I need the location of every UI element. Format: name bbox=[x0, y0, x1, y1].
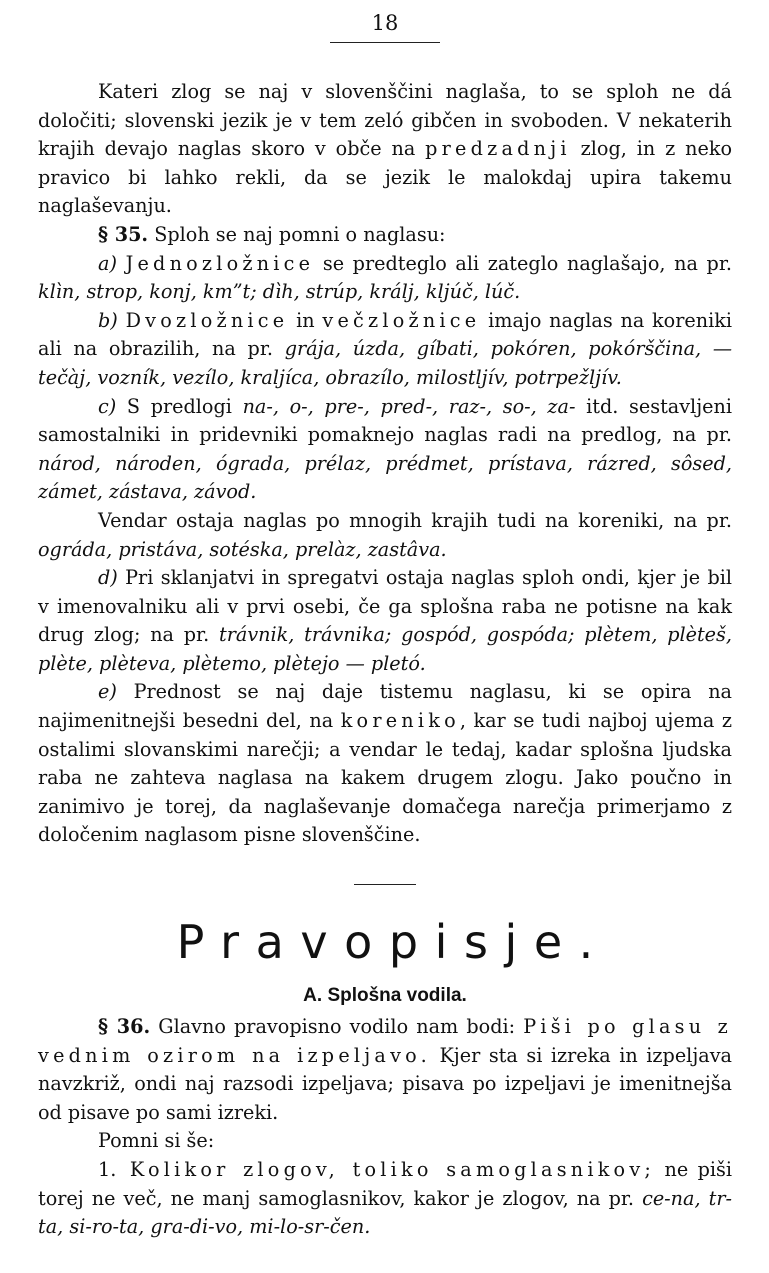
item-label: b) bbox=[98, 308, 118, 332]
text: Sploh se naj pomni o naglasu: bbox=[148, 222, 446, 246]
text: itd. sestavljeni samostalniki in pridevniki pomaknejo naglas radi na predlog, na pr. bbox=[38, 394, 732, 447]
text: , kar se tudi najboj ujema z ostalimi slovanskimi narečji; a vendar le tedaj, kadar splošna ljudska raba ne zahteva naglasa na kakem drugem zlogu. Jako poučno in zanimivo je torej, da naglaševanje domačega narečja primerjamo z določenim naglasom pisne slovenščine. bbox=[38, 709, 732, 847]
examples: grája, úzda, gíbati, pokóren, pokórščina, — tečàj, vozník, vezílo, kraljíca, obrazílo, milostljív, potrpežljív. bbox=[38, 337, 733, 389]
section-number: § 36. bbox=[98, 1015, 151, 1039]
spaced-term: večzložnice bbox=[322, 308, 481, 332]
item-label: e) bbox=[98, 680, 117, 704]
text: Pri sklanjatvi in spregatvi ostaja naglas sploh ondi, kjer je bil v imenovalniku ali v prvi osebi, če ga splošna raba ne potisne na kak drug zlog; na pr. bbox=[38, 566, 732, 647]
text: Kateri zlog se naj v slovenščini naglaša, to se sploh ne dá določiti; slovenski jezik je v tem zeló gibčen in svoboden. V nekaterih krajih devajo naglas skoro v obče na bbox=[38, 80, 732, 161]
rule-b bbox=[38, 307, 732, 393]
subheading: A. Splošna vodila. bbox=[303, 985, 467, 1007]
examples: na-, o-, pre-, pred-, raz-, so-, za- bbox=[242, 394, 576, 418]
rule-d bbox=[38, 564, 732, 678]
document-page bbox=[38, 0, 732, 1242]
pomni-line: Pomni si še: bbox=[98, 1129, 215, 1153]
spaced-term: Piši po glasu z vednim ozirom na izpeljavo. bbox=[38, 1015, 732, 1067]
section-35 bbox=[38, 221, 732, 250]
chapter-heading: Pravopisje. bbox=[176, 915, 610, 970]
section-number: § 35. bbox=[98, 222, 149, 246]
section-36 bbox=[38, 1013, 732, 1127]
text: S predlogi bbox=[116, 394, 243, 418]
item-label: c) bbox=[98, 394, 117, 418]
examples: národ, národen, ógrada, prélaz, prédmet, prístava, rázred, sôsed, zámet, zástava, závod. bbox=[38, 451, 732, 504]
rule-a bbox=[38, 250, 732, 307]
page-number-rule bbox=[330, 42, 440, 43]
rule-c-note bbox=[38, 507, 732, 564]
page-number: 18 bbox=[371, 11, 399, 35]
spaced-term: Kolikor zlogov, toliko samoglasnikov; bbox=[116, 1158, 656, 1181]
text: ne piši torej ne več, ne manj samoglasnikov, kakor je zlogov, na pr. bbox=[38, 1158, 732, 1210]
spaced-term: predzadnji bbox=[425, 137, 571, 161]
text: in bbox=[288, 308, 323, 332]
examples: ce-na, tr-ta, si-ro-ta, gra-di-vo, mi-lo-sr-čen. bbox=[38, 1186, 732, 1239]
text: Prednost se naj daje tistemu naglasu, ki se opira na najimenitnejši besedni del, na bbox=[38, 680, 732, 733]
item-label: a) bbox=[98, 251, 117, 275]
examples: ográda, pristáva, sotéska, prelàz, zastâva. bbox=[38, 537, 447, 561]
text: zlog, in z neko pravico bi lahko rekli, da se jezik le malokdaj upira takemu naglaševanju. bbox=[38, 137, 732, 218]
text: Glavno pravopisno vodilo nam bodi: bbox=[150, 1015, 524, 1039]
text: Vendar ostaja naglas po mnogih krajih tudi na koreniki, na pr. bbox=[98, 508, 732, 532]
spaced-term: Dvozložnice bbox=[125, 308, 289, 332]
spaced-term: Jednozložnice bbox=[125, 251, 315, 275]
rule-c bbox=[38, 393, 732, 507]
spaced-term: koreniko bbox=[340, 709, 460, 733]
paragraph-intro bbox=[38, 78, 732, 221]
text: se predteglo ali zateglo naglašajo, na pr. bbox=[314, 251, 732, 275]
rule-1 bbox=[38, 1156, 732, 1242]
rule-e bbox=[38, 678, 732, 850]
section-divider bbox=[354, 884, 416, 885]
text: imajo naglas na koreniki ali na obrazilih, na pr. bbox=[38, 308, 733, 361]
text: Kjer sta si izreka in izpeljava navzkriž, ondi naj razsodi izpeljava; pisava po izpeljavi je imenitnejša od pisave po sami izreki. bbox=[38, 1043, 732, 1124]
item-label: d) bbox=[98, 566, 118, 590]
examples: klìn, strop, konj, km”t; dìh, strúp, králj, kljúč, lúč. bbox=[38, 280, 521, 304]
item-number: 1. bbox=[98, 1158, 117, 1181]
examples: trávnik, trávnika; gospód, gospóda; plètem, plèteš, plète, plèteva, plètemo, plètejo — pletó. bbox=[38, 623, 732, 675]
